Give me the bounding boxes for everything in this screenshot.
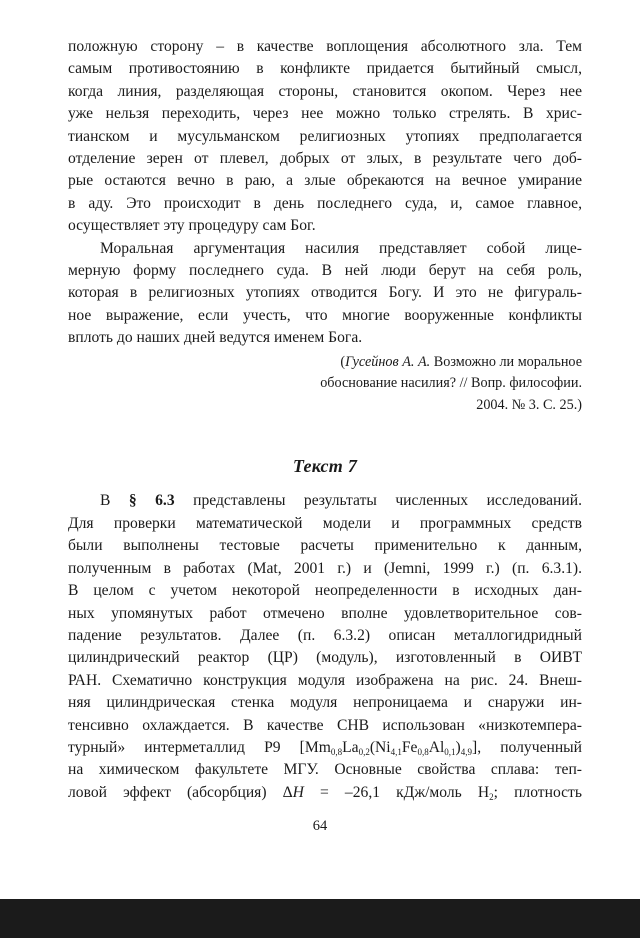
text-line: ное выражение, если учесть, что многие вооруженные конфликты bbox=[68, 306, 582, 324]
text-line: рые остаются вечно в раю, а злые обрекаются на вечное умирание bbox=[68, 172, 582, 190]
text-line: мерную форму последнего суда. В ней люди берут на себя роль, bbox=[68, 262, 582, 280]
text-line: осуществляет эту процедуру сам Бог. bbox=[68, 217, 316, 235]
text-line: положную сторону – в качестве воплощения абсолютного зла. Тем bbox=[68, 38, 582, 55]
citation-line-2: обоснование насилия? // Вопр. философии. bbox=[320, 375, 582, 392]
text-line: Для проверки математической модели и программных средств bbox=[68, 514, 582, 532]
text-line: тенсивно охлаждается. В качестве СНВ использован «низкотемпера- bbox=[68, 716, 582, 734]
citation bbox=[68, 352, 582, 417]
text-line: полученным в работах (Mat, 2001 г.) и (Jemni, 1999 г.) (п. 6.3.1). bbox=[68, 559, 582, 577]
section-ref: § 6.3 bbox=[128, 492, 175, 510]
text-line: няя цилиндрическая стенка модуля непроницаема и снаружи ин- bbox=[68, 694, 582, 712]
text-line: цилиндрический реактор (ЦР) (модуль), изготовленный в ОИВТ bbox=[68, 649, 582, 667]
citation-line-1: (Гусейнов А. А. Возможно ли моральное bbox=[340, 353, 582, 370]
citation-line-3: 2004. № 3. С. 25.) bbox=[476, 396, 582, 413]
page-number: 64 bbox=[312, 818, 328, 834]
text-line: Моральная аргументация насилия представляет собой лице- bbox=[100, 239, 582, 257]
text-line: ловой эффект (абсорбция) ΔH = –26,1 кДж/моль $H_2$; плотность bbox=[68, 783, 582, 802]
text-line: тианском и мусульманском религиозных утопиях предполагается bbox=[68, 127, 582, 145]
second-paragraph bbox=[68, 238, 582, 350]
text-line: самым противостоянию в конфликте придается бытийный смысл, bbox=[68, 60, 582, 78]
section-heading: Текст 7 bbox=[292, 456, 358, 477]
text-line: падение результатов. Далее (п. 6.3.2) описан металлогидридный bbox=[68, 626, 582, 644]
text-line: вплоть до наших дней ведутся именем Бога. bbox=[68, 329, 363, 347]
text-line: в аду. Это происходит в день последнего суда, и, самое главное, bbox=[68, 194, 582, 212]
text-line: ных упомянутых работ отмечено вполне удовлетворительное сов- bbox=[68, 604, 582, 622]
text-line: отделение зерен от плевел, добрых от злых, в результате чего доб- bbox=[68, 150, 582, 168]
page-content bbox=[68, 36, 582, 804]
text7-paragraph bbox=[68, 490, 582, 804]
text-line: уже нельзя переходить, через нее можно только стрелять. В хрис- bbox=[68, 105, 582, 123]
text-line: РАН. Схематично конструкция модуля изображена на рис. 24. Внеш- bbox=[68, 671, 582, 689]
bottom-bar bbox=[0, 899, 640, 938]
text-line: когда линия, разделяющая стороны, становится окопом. Через нее bbox=[68, 82, 582, 100]
top-paragraph bbox=[68, 36, 582, 238]
citation-author: Гусейнов А. А. bbox=[345, 353, 431, 370]
text-line: которая в религиозных утопиях отводится Богу. И это не фигураль- bbox=[68, 284, 582, 302]
text-line: В целом с учетом некоторой неопределенности в исходных дан- bbox=[68, 582, 582, 600]
text-line: В § 6.3 представлены результаты численных исследований. bbox=[100, 492, 582, 510]
formula-line: турный» интерметаллид P9 $[Mm_{0,8}La_{0,2}(Ni_{4,1}Fe_{0,8}Al_{0,1})_{4,9}]$, полученный bbox=[68, 738, 582, 757]
text-line: на химическом факультете МГУ. Основные свойства сплава: теп- bbox=[68, 761, 582, 779]
text-line: были выполнены тестовые расчеты применительно к данным, bbox=[68, 537, 582, 555]
